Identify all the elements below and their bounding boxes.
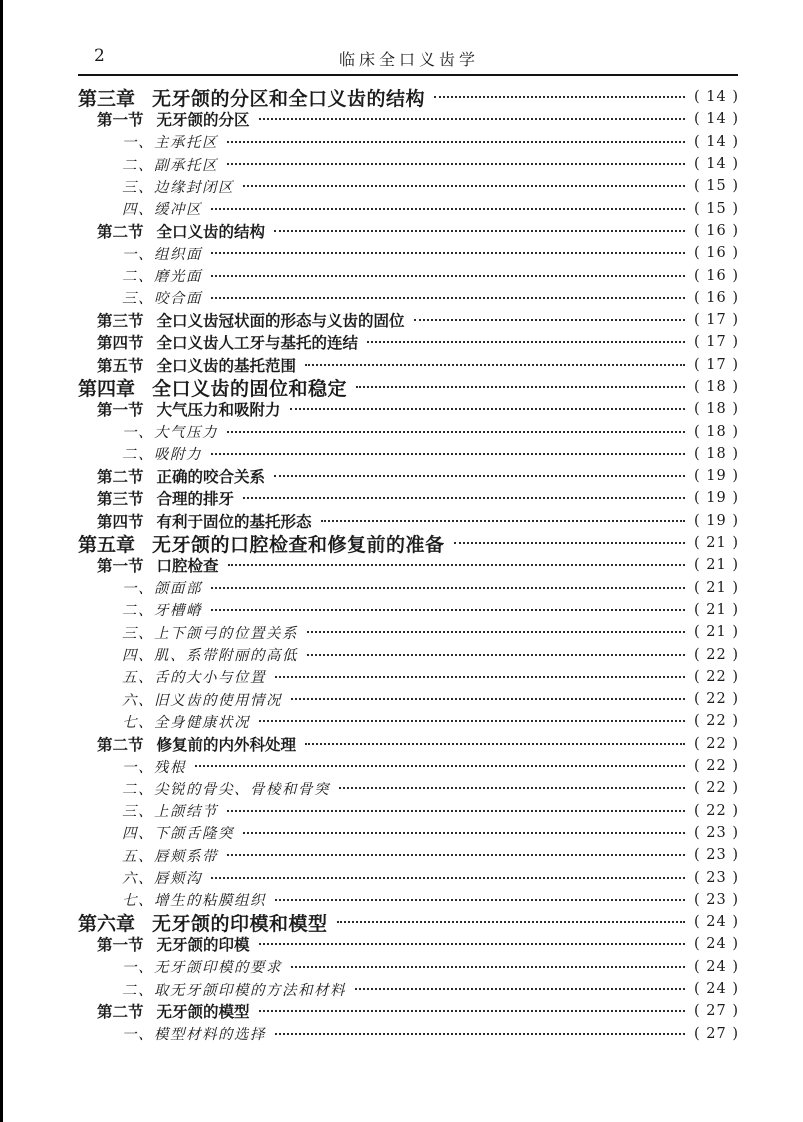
toc-entry-page: ( 22 ) — [691, 803, 739, 819]
dot-leader — [211, 252, 685, 254]
toc-entry — [0, 264, 803, 286]
toc-entry — [0, 220, 803, 242]
toc-entry-title: 修复前的内外科处理 — [156, 735, 297, 754]
toc-entry-label: 第三章 — [78, 87, 136, 110]
dot-leader — [291, 966, 685, 968]
dot-leader — [243, 185, 685, 187]
toc-entry — [0, 1022, 803, 1044]
dot-leader — [259, 118, 685, 120]
toc-entry-title: 一、主承托区 — [122, 135, 218, 152]
dot-leader — [367, 341, 685, 343]
toc-entry-title: 三、上下颌弓的位置关系 — [122, 625, 298, 642]
toc-entry — [0, 86, 803, 108]
toc-entry-label: 第二节 — [97, 1003, 144, 1022]
toc-entry — [0, 621, 803, 643]
toc-entry-page: ( 16 ) — [691, 223, 739, 239]
toc-entry-title: 无牙颌的模型 — [156, 1003, 250, 1022]
toc-entry-label: 第二节 — [97, 468, 144, 487]
toc-entry-title: 无牙颌的印模 — [156, 936, 250, 955]
toc-entry-page: ( 21 ) — [691, 624, 739, 640]
toc-entry — [0, 777, 803, 799]
toc-entry — [0, 309, 803, 331]
toc-entry-page: ( 22 ) — [691, 691, 739, 707]
toc-entry-page: ( 16 ) — [691, 245, 739, 261]
toc-entry-page: ( 19 ) — [691, 468, 739, 484]
toc-entry-page: ( 14 ) — [691, 89, 739, 105]
dot-leader — [291, 698, 685, 700]
toc-entry-title: 无牙颌的分区和全口义齿的结构 — [152, 87, 426, 110]
toc-entry — [0, 398, 803, 420]
running-title: 临床全口义齿学 — [338, 50, 479, 69]
toc-entry — [0, 554, 803, 576]
dot-leader — [227, 431, 685, 433]
toc-entry-page: ( 16 ) — [691, 268, 739, 284]
toc-entry-title: 二、取无牙颌印模的方法和材料 — [122, 982, 346, 999]
toc-entry — [0, 287, 803, 309]
dot-leader — [259, 1010, 685, 1012]
toc-entry — [0, 599, 803, 621]
toc-entry-page: ( 16 ) — [691, 290, 739, 306]
toc-entry-title: 二、尖锐的骨尖、骨棱和骨突 — [122, 781, 330, 798]
toc-entry — [0, 443, 803, 465]
dot-leader — [211, 453, 685, 455]
toc-entry-label: 第二节 — [97, 222, 144, 241]
toc-entry — [0, 487, 803, 509]
toc-entry-page: ( 14 ) — [691, 134, 739, 150]
dot-leader — [227, 163, 685, 165]
dot-leader — [211, 877, 685, 879]
toc-entry-page: ( 17 ) — [691, 312, 739, 328]
toc-entry — [0, 376, 803, 398]
dot-leader — [274, 475, 685, 477]
toc-entry-page: ( 15 ) — [691, 178, 739, 194]
toc-entry-page: ( 18 ) — [691, 379, 739, 395]
toc-entry-label: 第一节 — [97, 936, 144, 955]
toc-entry-title: 大气压力和吸附力 — [156, 401, 281, 420]
toc-entry — [0, 197, 803, 219]
toc-entry-page: ( 24 ) — [691, 936, 739, 952]
toc-entry-page: ( 24 ) — [691, 959, 739, 975]
toc-entry-title: 一、残根 — [122, 759, 186, 776]
dot-leader — [274, 230, 685, 232]
toc-entry-title: 五、舌的大小与位置 — [122, 670, 266, 687]
dot-leader — [337, 921, 685, 923]
toc-entry-title: 一、组织面 — [122, 246, 202, 263]
toc-list — [0, 86, 803, 1045]
toc-entry — [0, 242, 803, 264]
dot-leader — [227, 810, 685, 812]
folio-page-number: 2 — [94, 46, 105, 66]
toc-entry-title: 二、牙槽嵴 — [122, 603, 202, 620]
dot-leader — [355, 988, 685, 990]
toc-entry-title: 六、旧义齿的使用情况 — [122, 692, 282, 709]
toc-entry-title: 全口义齿人工牙与基托的连结 — [156, 334, 359, 353]
dot-leader — [259, 943, 685, 945]
toc-entry — [0, 465, 803, 487]
toc-entry — [0, 153, 803, 175]
toc-entry-title: 无牙颌的口腔检查和修复前的准备 — [152, 533, 445, 556]
toc-entry-title: 五、唇颊系带 — [122, 848, 218, 865]
toc-entry-page: ( 17 ) — [691, 357, 739, 373]
toc-entry-title: 七、全身健康状况 — [122, 714, 250, 731]
dot-leader — [243, 832, 685, 834]
toc-entry-page: ( 27 ) — [691, 1026, 739, 1042]
dot-leader — [434, 96, 685, 98]
toc-entry-title: 正确的咬合关系 — [156, 468, 266, 487]
dot-leader — [454, 542, 685, 544]
dot-leader — [414, 319, 685, 321]
toc-entry-page: ( 22 ) — [691, 669, 739, 685]
toc-entry-page: ( 22 ) — [691, 780, 739, 796]
toc-entry-title: 无牙颌的印模和模型 — [152, 912, 328, 935]
page-header — [78, 44, 740, 70]
dot-leader — [356, 386, 685, 388]
toc-entry — [0, 978, 803, 1000]
toc-entry-page: ( 27 ) — [691, 1003, 739, 1019]
toc-entry-page: ( 19 ) — [691, 513, 739, 529]
toc-entry-title: 三、上颌结节 — [122, 804, 218, 821]
toc-entry — [0, 844, 803, 866]
toc-entry-page: ( 23 ) — [691, 870, 739, 886]
toc-entry-title: 一、颌面部 — [122, 581, 202, 598]
toc-entry — [0, 911, 803, 933]
toc-entry-title: 三、边缘封闭区 — [122, 179, 234, 196]
toc-entry-title: 六、唇颊沟 — [122, 871, 202, 888]
dot-leader — [305, 743, 685, 745]
toc-entry-label: 第四节 — [97, 334, 144, 353]
dot-leader — [275, 899, 685, 901]
toc-entry-label: 第五节 — [97, 356, 144, 375]
toc-entry-page: ( 18 ) — [691, 424, 739, 440]
header-rule — [78, 74, 738, 76]
toc-entry — [0, 131, 803, 153]
toc-entry-page: ( 18 ) — [691, 446, 739, 462]
toc-entry — [0, 510, 803, 532]
dot-leader — [259, 720, 685, 722]
dot-leader — [211, 609, 685, 611]
toc-entry-page: ( 21 ) — [691, 557, 739, 573]
toc-entry — [0, 800, 803, 822]
toc-entry — [0, 108, 803, 130]
toc-entry-title: 二、吸附力 — [122, 447, 202, 464]
toc-entry — [0, 866, 803, 888]
toc-entry-title: 二、副承托区 — [122, 157, 218, 174]
toc-entry — [0, 688, 803, 710]
toc-entry-title: 七、增生的粘膜组织 — [122, 893, 266, 910]
toc-entry — [0, 710, 803, 732]
toc-entry-page: ( 14 ) — [691, 156, 739, 172]
dot-leader — [228, 564, 685, 566]
toc-entry-title: 全口义齿的固位和稳定 — [152, 377, 348, 400]
toc-entry — [0, 956, 803, 978]
toc-entry-label: 第一节 — [97, 111, 144, 130]
toc-entry-title: 一、无牙颌印模的要求 — [122, 960, 282, 977]
toc-entry — [0, 666, 803, 688]
toc-entry-title: 一、大气压力 — [122, 425, 218, 442]
toc-entry — [0, 889, 803, 911]
toc-entry-page: ( 18 ) — [691, 401, 739, 417]
dot-leader — [275, 676, 685, 678]
toc-entry-page: ( 15 ) — [691, 201, 739, 217]
toc-entry-title: 全口义齿的结构 — [156, 222, 266, 241]
dot-leader — [243, 497, 685, 499]
toc-entry-page: ( 22 ) — [691, 647, 739, 663]
toc-entry-page: ( 23 ) — [691, 847, 739, 863]
toc-entry — [0, 755, 803, 777]
dot-leader — [339, 787, 685, 789]
toc-entry-title: 合理的排牙 — [156, 490, 235, 509]
toc-entry-page: ( 23 ) — [691, 825, 739, 841]
toc-entry-page: ( 17 ) — [691, 334, 739, 350]
dot-leader — [227, 141, 685, 143]
toc-entry-page: ( 19 ) — [691, 490, 739, 506]
dot-leader — [211, 275, 685, 277]
toc-entry — [0, 354, 803, 376]
toc-entry — [0, 643, 803, 665]
dot-leader — [275, 1033, 685, 1035]
dot-leader — [211, 208, 685, 210]
dot-leader — [307, 631, 685, 633]
toc-entry-label: 第六章 — [78, 912, 136, 935]
toc-entry-label: 第三节 — [97, 312, 144, 331]
toc-entry-page: ( 24 ) — [691, 914, 739, 930]
dot-leader — [227, 854, 685, 856]
toc-entry-label: 第四章 — [78, 377, 136, 400]
dot-leader — [305, 364, 685, 366]
toc-entry-label: 第一节 — [97, 401, 144, 420]
toc-entry — [0, 577, 803, 599]
toc-entry-page: ( 22 ) — [691, 713, 739, 729]
toc-entry-page: ( 21 ) — [691, 580, 739, 596]
toc-entry-page: ( 21 ) — [691, 602, 739, 618]
toc-entry-title: 口腔检查 — [156, 557, 219, 576]
toc-entry — [0, 532, 803, 554]
toc-entry-label: 第五章 — [78, 533, 136, 556]
toc-entry — [0, 1000, 803, 1022]
toc-entry-title: 无牙颌的分区 — [156, 111, 250, 130]
toc-entry-page: ( 14 ) — [691, 111, 739, 127]
toc-entry-title: 全口义齿的基托范围 — [156, 356, 297, 375]
toc-entry-page: ( 22 ) — [691, 758, 739, 774]
toc-entry-title: 四、肌、系带附丽的高低 — [122, 648, 298, 665]
dot-leader — [307, 654, 685, 656]
toc-entry-title: 三、咬合面 — [122, 291, 202, 308]
toc-entry — [0, 933, 803, 955]
toc-entry — [0, 733, 803, 755]
dot-leader — [195, 765, 685, 767]
toc-entry-label: 第二节 — [97, 735, 144, 754]
toc-entry-label: 第一节 — [97, 557, 144, 576]
toc-entry-title: 四、缓冲区 — [122, 202, 202, 219]
toc-entry — [0, 420, 803, 442]
toc-entry-label: 第三节 — [97, 490, 144, 509]
toc-entry-title: 四、下颌舌隆突 — [122, 826, 234, 843]
toc-entry-page: ( 23 ) — [691, 892, 739, 908]
toc-entry — [0, 331, 803, 353]
toc-entry — [0, 822, 803, 844]
dot-leader — [321, 520, 685, 522]
toc-entry-title: 有利于固位的基托形态 — [156, 512, 312, 531]
toc-entry-label: 第四节 — [97, 512, 144, 531]
dot-leader — [211, 587, 685, 589]
dot-leader — [211, 297, 685, 299]
toc-entry-page: ( 22 ) — [691, 736, 739, 752]
toc-entry-page: ( 21 ) — [691, 535, 739, 551]
dot-leader — [290, 408, 685, 410]
toc-entry — [0, 175, 803, 197]
toc-entry-page: ( 24 ) — [691, 981, 739, 997]
toc-entry-title: 全口义齿冠状面的形态与义齿的固位 — [156, 312, 405, 331]
toc-entry-title: 一、模型材料的选择 — [122, 1027, 266, 1044]
toc-entry-title: 二、磨光面 — [122, 269, 202, 286]
